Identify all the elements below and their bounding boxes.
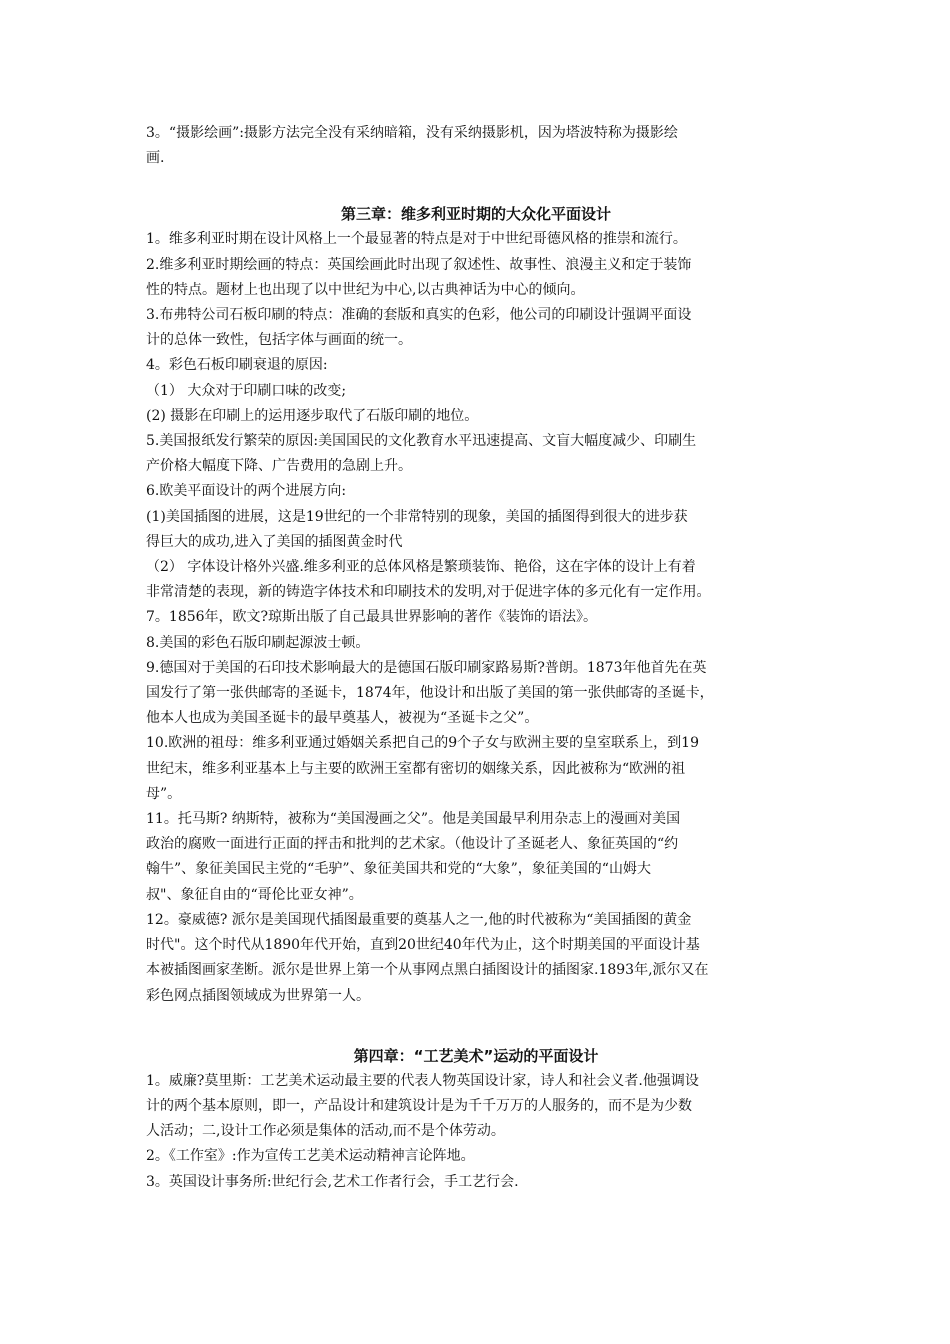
text-line: 2.维多利亚时期绘画的特点：英国绘画此时出现了叙述性、故事性、浪漫主义和定于装饰 bbox=[146, 256, 692, 273]
chapter-3-title: 第三章：维多利亚时期的大众化平面设计 bbox=[340, 205, 611, 224]
text-line: 8.美国的彩色石版印刷起源波士顿。 bbox=[146, 634, 370, 651]
text-line: 母”。 bbox=[146, 785, 182, 802]
text-line: 叔"、象征自由的“哥伦比亚女神”。 bbox=[146, 886, 363, 903]
text-line: 翰牛”、象征美国民主党的“毛驴”、象征美国共和党的“大象”，象征美国的“山姆大 bbox=[146, 861, 651, 878]
text-line: 10.欧洲的祖母：维多利亚通过婚姻关系把自己的9个子女与欧洲主要的皇室联系上，到19 bbox=[146, 735, 699, 752]
text-line: 7。1856年，欧文?琼斯出版了自己最具世界影响的著作《装饰的语法》。 bbox=[146, 609, 598, 626]
text-line: 彩色网点插图领域成为世界第一人。 bbox=[146, 987, 370, 1004]
text-line: 时代"。这个时代从1890年代开始，直到20世纪40年代为止，这个时期美国的平面设计基 bbox=[146, 937, 700, 954]
text-line: 9.德国对于美国的石印技术影响最大的是德国石版印刷家路易斯?普朗。1873年他首先在英 bbox=[146, 659, 707, 676]
text-line: 3.布弗特公司石板印刷的特点：准确的套版和真实的色彩，他公司的印刷设计强调平面设 bbox=[146, 307, 692, 324]
chapter-3-section bbox=[146, 201, 806, 1008]
text-line: 1。威廉?莫里斯：工艺美术运动最主要的代表人物英国设计家，诗人和社会义者.他强调设 bbox=[146, 1072, 699, 1089]
text-line: 本被插图画家垄断。派尔是世界上第一个从事网点黑白插图设计的插图家.1893年,派尔又在 bbox=[146, 962, 709, 979]
text-line: 12。豪威德? 派尔是美国现代插图最重要的奠基人之一,他的时代被称为“美国插图的黄金 bbox=[146, 911, 692, 928]
text-line: (2) 摄影在印刷上的运用逐步取代了石版印刷的地位。 bbox=[146, 407, 479, 424]
text-line: 11。托马斯? 纳斯特，被称为“美国漫画之父”。他是美国最早利用杂志上的漫画对美国 bbox=[146, 811, 681, 828]
text-line: 性的特点。题材上也出现了以中世纪为中心,以古典神话为中心的倾向。 bbox=[146, 281, 585, 298]
text-line: 计的两个基本原则，即一，产品设计和建筑设计是为千千万万的人服务的，而不是为少数 bbox=[146, 1097, 692, 1114]
text-line: 3。“摄影绘画”:摄影方法完全没有采纳暗箱，没有采纳摄影机，因为塔波特称为摄影绘 bbox=[146, 125, 678, 141]
chapter-4-title: 第四章：“工艺美术”运动的平面设计 bbox=[353, 1046, 599, 1065]
text-line: 6.欧美平面设计的两个进展方向: bbox=[146, 483, 347, 500]
chapter-3-body bbox=[146, 227, 806, 1008]
text-line: 1。维多利亚时期在设计风格上一个最显著的特点是对于中世纪哥德风格的推崇和流行。 bbox=[146, 231, 687, 248]
text-line: 5.美国报纸发行繁荣的原因:美国国民的文化教育水平迅速提高、文盲大幅度减少、印刷生 bbox=[146, 433, 697, 450]
text-line: 得巨大的成功,进入了美国的插图黄金时代 bbox=[146, 533, 403, 550]
text-line: 国发行了第一张供邮寄的圣诞卡，1874年，他设计和出版了美国的第一张供邮寄的圣诞卡， bbox=[146, 685, 714, 702]
text-line: 政治的腐败一面进行正面的抨击和批判的艺术家。（他设计了圣诞老人、象征英国的“约 bbox=[146, 836, 679, 853]
text-line: 画. bbox=[146, 150, 165, 167]
top-paragraph bbox=[146, 121, 806, 171]
text-line: 他本人也成为美国圣诞卡的最早奠基人，被视为“圣诞卡之父”。 bbox=[146, 710, 539, 727]
text-line: （1） 大众对于印刷口味的改变; bbox=[146, 382, 347, 399]
text-line: 非常清楚的表现，新的铸造字体技术和印刷技术的发明,对于促进字体的多元化有一定作用。 bbox=[146, 584, 711, 601]
text-line: （2） 字体设计格外兴盛.维多利亚的总体风格是繁琐装饰、艳俗，这在字体的设计上有着 bbox=[146, 559, 696, 576]
text-line: 产价格大幅度下降、广告费用的急剧上升。 bbox=[146, 458, 412, 475]
text-line: 2。《工作室》:作为宣传工艺美术运动精神言论阵地。 bbox=[146, 1148, 475, 1165]
text-line: 3。英国设计事务所:世纪行会,艺术工作者行会，手工艺行会. bbox=[146, 1173, 519, 1190]
chapter-4-body bbox=[146, 1069, 806, 1195]
text-line: 计的总体一致性，包括字体与画面的统一。 bbox=[146, 332, 412, 349]
text-line: 4。彩色石板印刷衰退的原因: bbox=[146, 357, 328, 374]
text-line: 世纪末，维多利亚基本上与主要的欧洲王室都有密切的姻缘关系，因此被称为“欧洲的祖 bbox=[146, 760, 686, 777]
text-line: (1)美国插图的进展，这是19世纪的一个非常特别的现象，美国的插图得到很大的进步获 bbox=[146, 508, 688, 525]
chapter-4-section bbox=[146, 1043, 806, 1195]
document-content bbox=[146, 121, 806, 1195]
text-line: 人活动；二,设计工作必须是集体的活动,而不是个体劳动。 bbox=[146, 1123, 505, 1140]
